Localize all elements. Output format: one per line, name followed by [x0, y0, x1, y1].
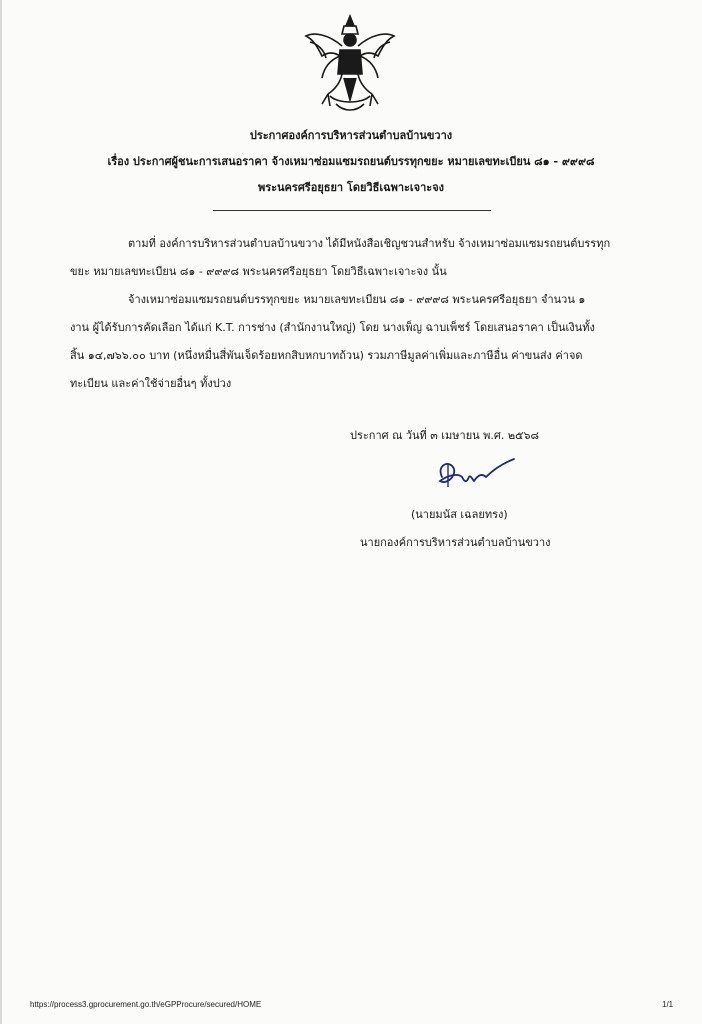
- announcement-heading: ประกาศองค์การบริหารส่วนตำบลบ้านขวาง: [249, 129, 453, 142]
- paragraph-2-line-1: จ้างเหมาซ่อมแซมรถยนต์บรรทุกขยะ หมายเลขทะเบียน ๘๑ - ๙๙๙๘ พระนครศรีอยุธยา จำนวน ๑: [128, 293, 586, 306]
- scan-edge-left: [0, 0, 2, 1024]
- paragraph-2-line-3: สิ้น ๑๔,๗๖๖.๐๐ บาท (หนึ่งหมื่นสี่พันเจ็ดร้อยหกสิบหกบาทถ้วน) รวมภาษีมูลค่าเพิ่มและภาษีอื่น ค่าขนส่ง ค่าจด: [70, 349, 583, 362]
- paragraph-2-line-4: ทะเบียน และค่าใช้จ่ายอื่นๆ ทั้งปวง: [70, 377, 232, 390]
- footer-url: https://process3.gprocurement.go.th/eGPProcure/secured/HOME: [30, 1000, 262, 1009]
- garuda-emblem-icon: [300, 12, 400, 120]
- paragraph-2-line-2: งาน ผู้ได้รับการคัดเลือก ได้แก่ K.T. การช่าง (สำนักงานใหญ่) โดย นางเพ็ญ ฉาบเพ็ชร์ โดยเสนอราคา เป็นเงินทั้ง: [70, 321, 595, 334]
- title-divider: [213, 210, 491, 211]
- signer-name: (นายมนัส เฉลยทรง): [411, 508, 508, 521]
- handwritten-signature: [428, 455, 518, 495]
- paragraph-1-line-1: ตามที่ องค์การบริหารส่วนตำบลบ้านขวาง ได้มีหนังสือเชิญชวนสำหรับ จ้างเหมาซ่อมแซมรถยนต์บรรทุก: [128, 237, 611, 250]
- signer-position: นายกองค์การบริหารส่วนตำบลบ้านขวาง: [360, 536, 551, 549]
- announce-date: ประกาศ ณ วันที่ ๓ เมษายน พ.ศ. ๒๕๖๘: [350, 429, 539, 442]
- announcement-subject: เรื่อง ประกาศผู้ชนะการเสนอราคา จ้างเหมาซ่อมแซมรถยนต์บรรทุกขยะ หมายเลขทะเบียน ๘๑ - ๙๙๙๘: [107, 155, 595, 168]
- announcement-subject-cont: พระนครศรีอยุธยา โดยวิธีเฉพาะเจาะจง: [257, 181, 445, 194]
- footer-page-indicator: 1/1: [662, 1000, 674, 1009]
- paragraph-1-line-2: ขยะ หมายเลขทะเบียน ๘๑ - ๙๙๙๘ พระนครศรีอยุธยา โดยวิธีเฉพาะเจาะจง นั้น: [70, 265, 447, 278]
